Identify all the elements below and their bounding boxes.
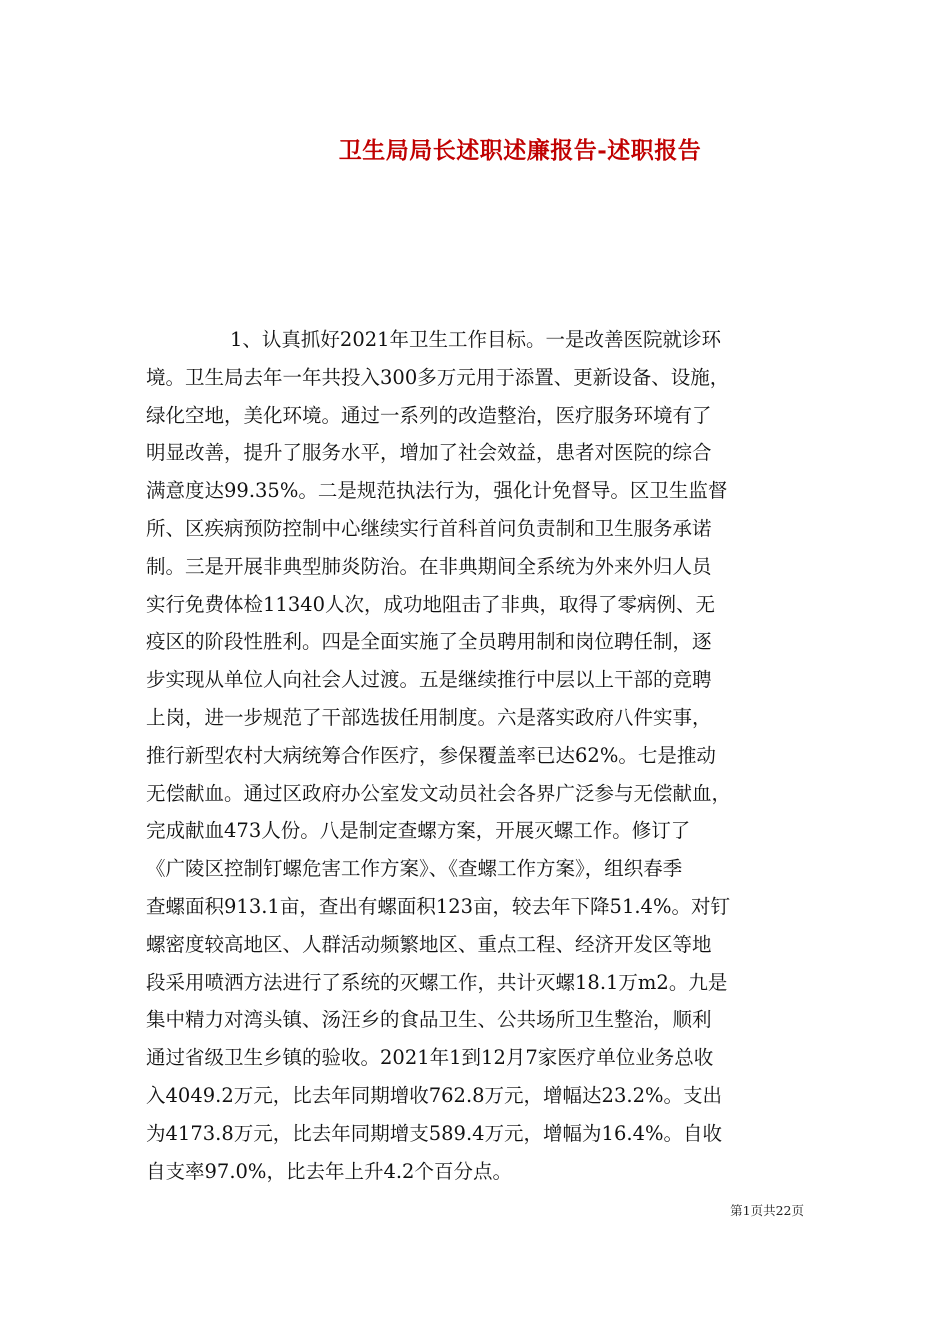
document-body	[146, 321, 810, 1190]
body-line: 螺密度较高地区、人群活动频繁地区、重点工程、经济开发区等地	[146, 932, 712, 956]
body-line: 通过省级卫生乡镇的验收。2021年1到12月7家医疗单位业务总收	[146, 1046, 714, 1070]
body-line: 集中精力对湾头镇、汤汪乡的食品卫生、公共场所卫生整治，顺利	[146, 1008, 712, 1032]
body-line: 明显改善，提升了服务水平，增加了社会效益，患者对医院的综合	[146, 441, 712, 465]
body-line: 自支率97.0%，比去年上升4.2个百分点。	[146, 1159, 512, 1183]
document-title: 卫生局局长述职述廉报告-述职报告	[338, 137, 702, 164]
body-line: 1、认真抓好2021年卫生工作目标。一是改善医院就诊环	[230, 328, 722, 351]
body-line: 制。三是开展非典型肺炎防治。在非典期间全系统为外来外归人员	[146, 554, 712, 578]
body-line: 查螺面积913.1亩，查出有螺面积123亩，较去年下降51.4%。对钉	[146, 894, 730, 918]
body-line: 入4049.2万元，比去年同期增收762.8万元，增幅达23.2%。支出	[146, 1083, 723, 1107]
body-line: 绿化空地，美化环境。通过一系列的改造整治，医疗服务环境有了	[146, 403, 712, 427]
body-line: 步实现从单位人向社会人过渡。五是继续推行中层以上干部的竞聘	[146, 668, 712, 692]
body-line: 实行免费体检11340人次，成功地阻击了非典，取得了零病例、无	[146, 592, 716, 616]
body-line: 境。卫生局去年一年共投入300多万元用于添置、更新设备、设施，	[146, 365, 730, 389]
body-line: 推行新型农村大病统筹合作医疗，参保覆盖率已达62%。七是推动	[146, 743, 716, 767]
body-line: 《广陵区控制钉螺危害工作方案》、《查螺工作方案》，组织春季	[146, 857, 683, 881]
body-line: 疫区的阶段性胜利。四是全面实施了全员聘用制和岗位聘任制，逐	[146, 630, 712, 654]
body-line: 无偿献血。通过区政府办公室发文动员社会各界广泛参与无偿献血，	[146, 781, 732, 805]
body-line: 完成献血473人份。八是制定查螺方案，开展灭螺工作。修订了	[146, 819, 691, 843]
body-line: 上岗，进一步规范了干部选拔任用制度。六是落实政府八件实事，	[146, 705, 712, 729]
body-line: 满意度达99.35%。二是规范执法行为，强化计免督导。区卫生监督	[146, 479, 728, 503]
body-line: 所、区疾病预防控制中心继续实行首科首问负责制和卫生服务承诺	[146, 516, 712, 540]
page-number-footer: 第1页共22页	[730, 1203, 804, 1218]
body-line: 段采用喷洒方法进行了系统的灭螺工作，共计灭螺18.1万m2。九是	[146, 970, 728, 994]
body-line: 为4173.8万元，比去年同期增支589.4万元，增幅为16.4%。自收	[146, 1121, 723, 1145]
